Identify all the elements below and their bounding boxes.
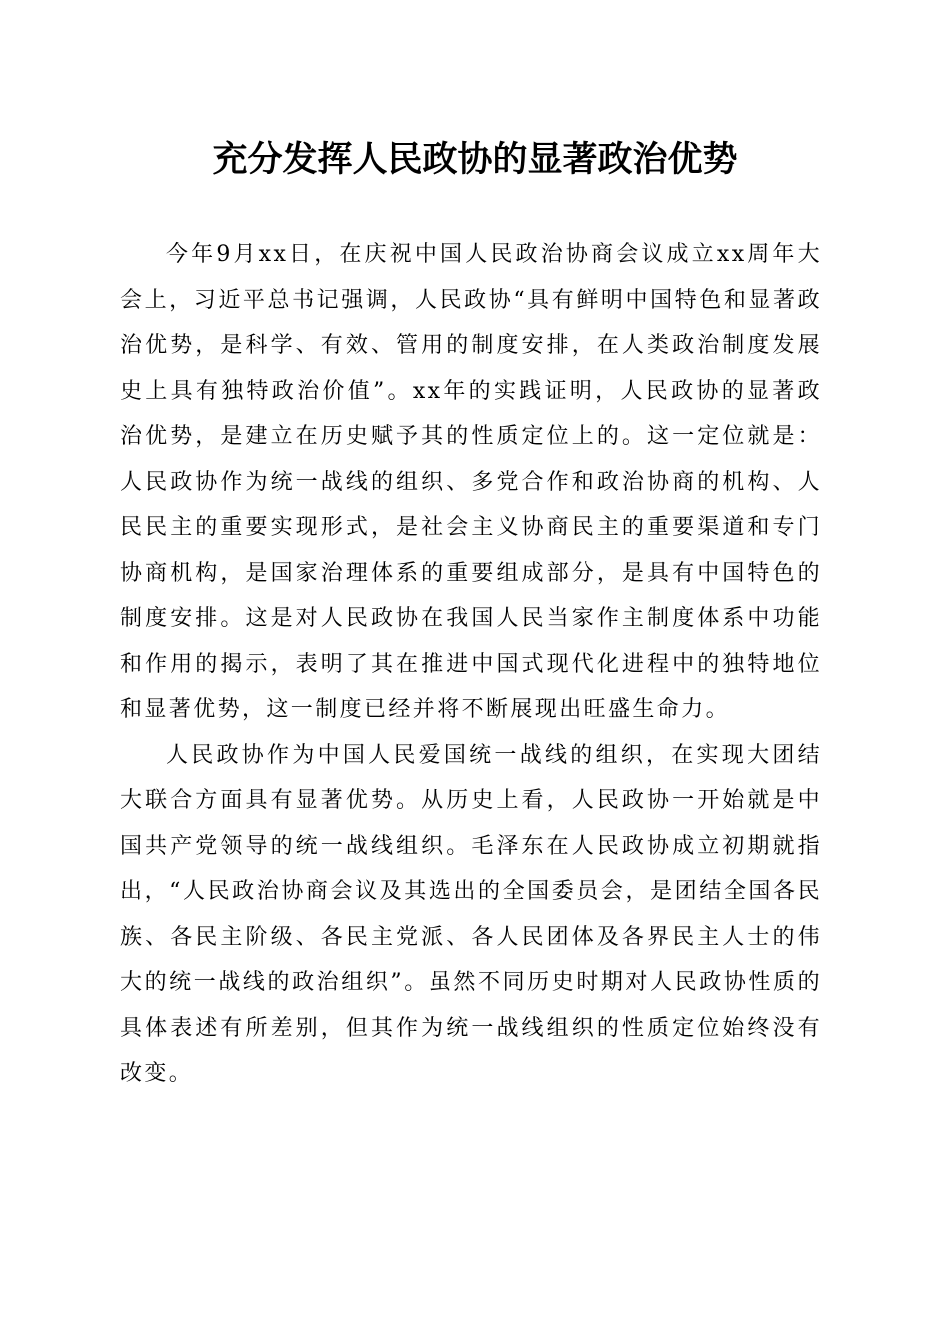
document-title: 充分发挥人民政协的显著政治优势 <box>212 139 738 180</box>
paragraph-2: 人民政协作为中国人民爱国统一战线的组织，在实现大团结大联合方面具有显著优势。从历史上看，人民政协一开始就是中国共产党领导的统一战线组织。毛泽东在人民政协成立初期就指出，“人民政治协商会议及其选出的全国委员会，是团结全国各民族、各民主阶级、各民主党派、各人民团体及各界民主人士的伟大的统一战线的政治组织”。虽然不同历史时期对人民政协性质的具体表述有所差别，但其作为统一战线组织的性质定位始终没有改变。 <box>120 742 822 1086</box>
paragraph-1: 今年9月xx日，在庆祝中国人民政治协商会议成立xx周年大会上，习近平总书记强调，人民政协“具有鲜明中国特色和显著政治优势，是科学、有效、管用的制度安排，在人类政治制度发展史上具有独特政治价值”。xx年的实践证明，人民政协的显著政治优势，是建立在历史赋予其的性质定位上的。这一定位就是：人民政协作为统一战线的组织、多党合作和政治协商的机构、人民民主的重要实现形式，是社会主义协商民主的重要渠道和专门协商机构，是国家治理体系的重要组成部分，是具有中国特色的制度安排。这是对人民政协在我国人民当家作主制度体系中功能和作用的揭示，表明了其在推进中国式现代化进程中的独特地位和显著优势，这一制度已经并将不断展现出旺盛生命力。 <box>120 242 822 722</box>
document-body <box>120 232 822 1097</box>
